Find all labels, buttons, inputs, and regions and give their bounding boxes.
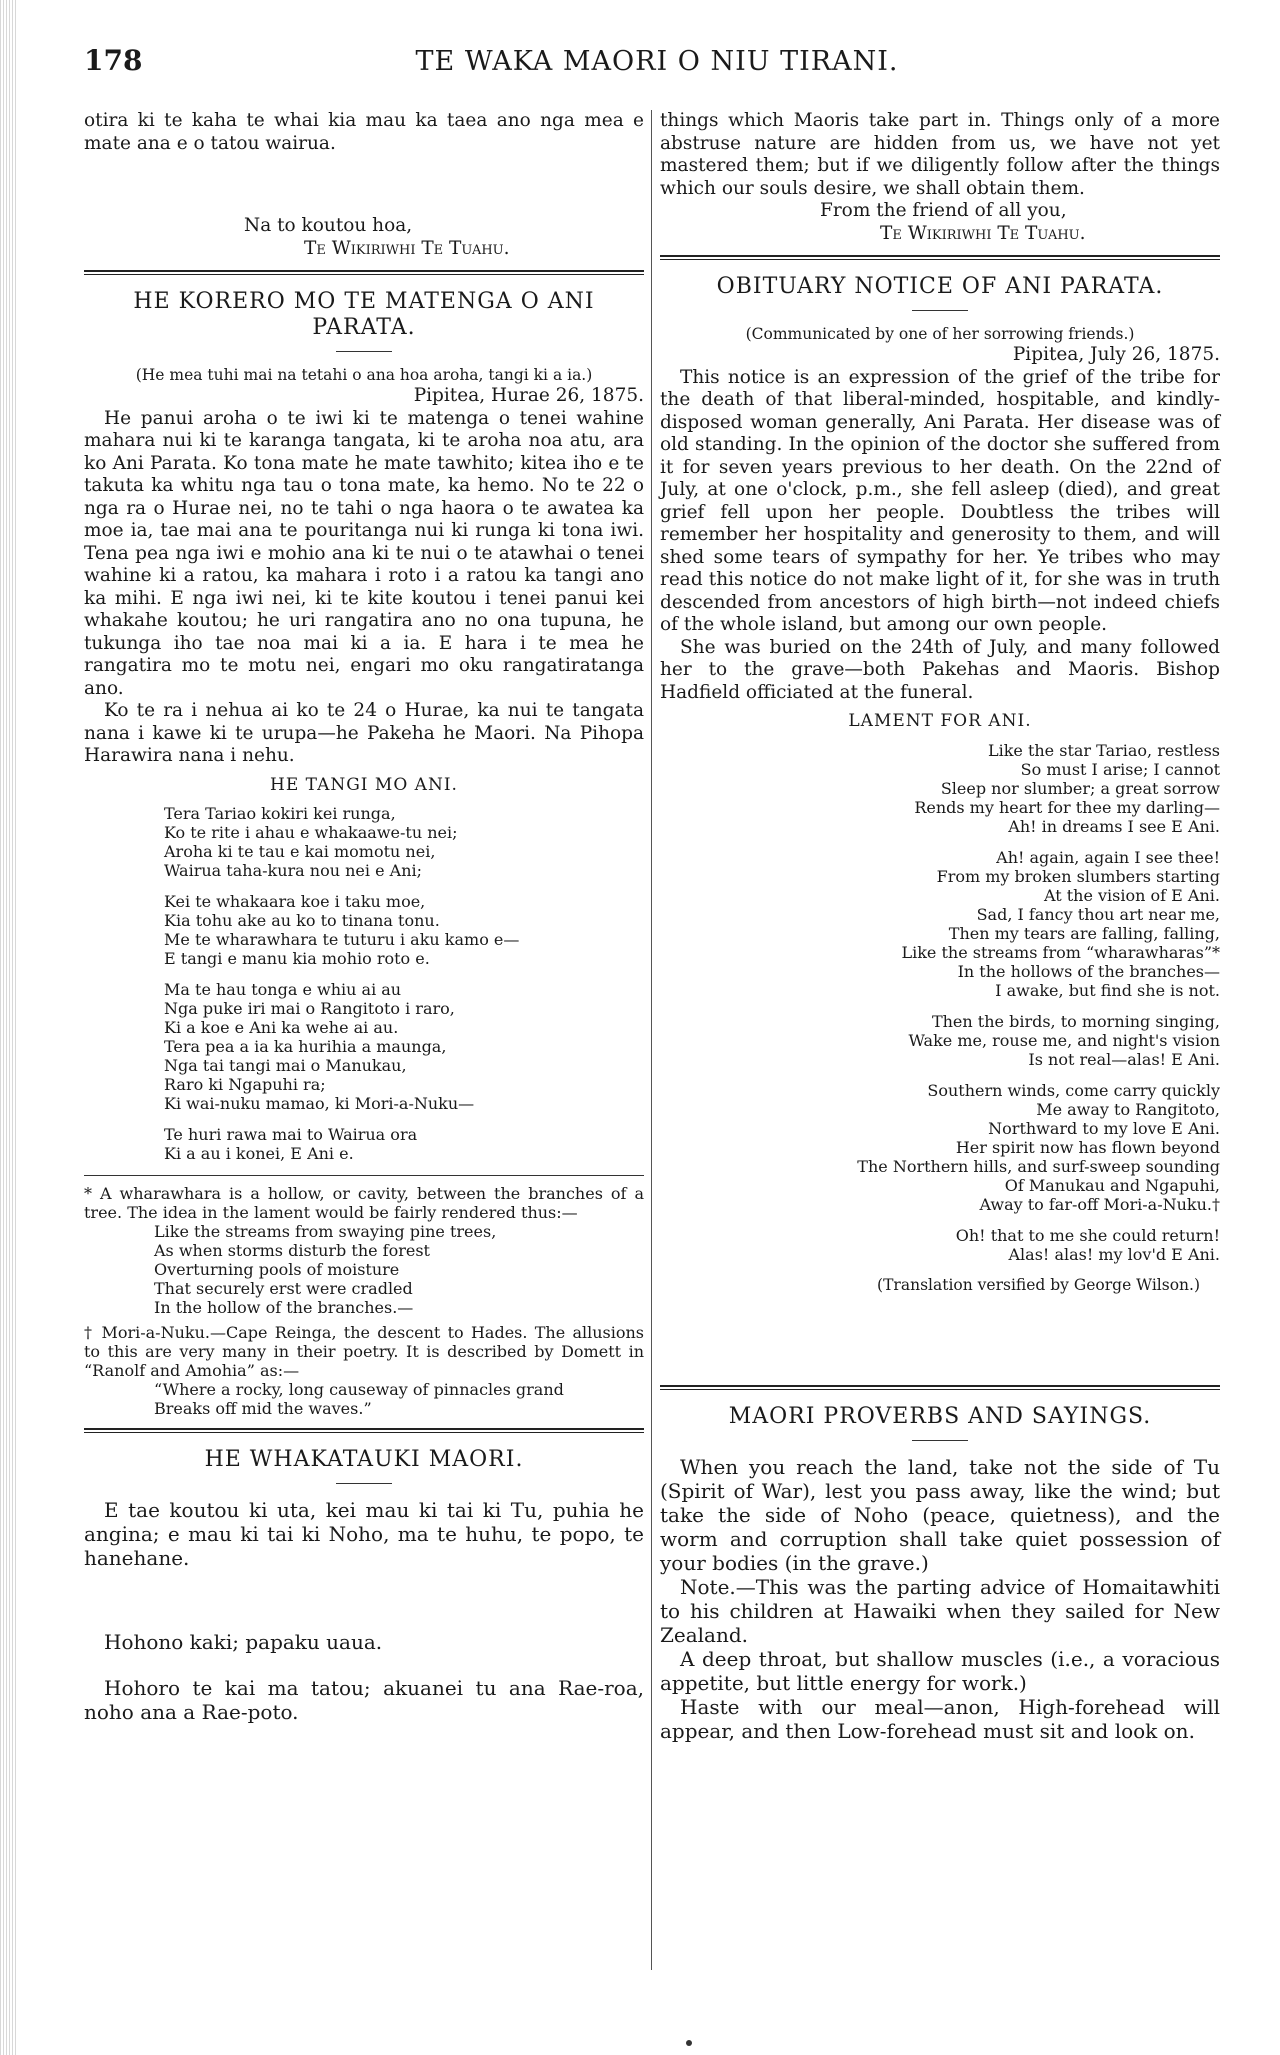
poem-line: Away to far-off Mori-a-Nuku.† bbox=[979, 1194, 1220, 1214]
poem-line: That securely erst were cradled bbox=[154, 1279, 413, 1298]
left-obituary-title: HE KORERO MO TE MATENGA O ANI PARATA. bbox=[133, 289, 595, 340]
poem-line: Raro ki Ngapuhi ra; bbox=[164, 1075, 326, 1094]
right-lament-credit: (Translation versified by George Wilson.) bbox=[877, 1275, 1200, 1294]
right-proverb-1: When you reach the land, take not the side of Tu (Spirit of War), lest you pass away, like the wind; but take the side of Noho (peace, quietness), and the worm and corruption shall take quiet possession of your bodies (in the grave.) bbox=[660, 1454, 1220, 1575]
footnote-1: * A wharawhara is a hollow, or cavity, between the branches of a tree. The idea in the lament would be fairly rendered thus:— bbox=[84, 1184, 644, 1222]
poem-line: Like the streams from “wharawharas”* bbox=[901, 942, 1220, 962]
short-rule bbox=[336, 1483, 392, 1484]
left-obituary-paragraph-1: He panui aroha o te iwi ki te matenga o tenei wahine mahara nui ki te karanga tangata, ki te aroha noa atu, ara ko Ani Parata. Ko tona mate he mate tawhito; kitea iho e te takuta ka whitu nga tau o tona mate, ka hemo. No te 22 o nga ra o Hurae nei, no te tahi o nga haora o te awatea ka moe ia, tae mai ana te pouritanga nui ki runga ki tona iwi. Tena pea nga iwi e mohio ana ki te nui o te atawhai o tenei wahine ki a ratou, ka mahara i roto i a ratou ka tangi ano ka mihi. E nga iwi nei, ki te kite koutou i tenei panui kei whakahe koutou; he uri rangatira ano no ona tupuna, he tukunga iho tae noa mai ki a ia. E hara i te mea he rangatira mo te motu nei, engari mo oku rangatiratanga ano. bbox=[84, 407, 644, 699]
short-rule bbox=[912, 1440, 968, 1441]
poem-line: Me away to Rangitoto, bbox=[1036, 1099, 1220, 1119]
section-rule bbox=[84, 1428, 644, 1433]
poem-stanza bbox=[740, 741, 1220, 836]
short-rule bbox=[912, 310, 968, 311]
poem-line: Southern winds, come carry quickly bbox=[927, 1080, 1220, 1100]
right-obituary-paragraph-2: She was buried on the 24th of July, and many followed her to the grave—both Pakehas and Maoris. Bishop Hadfield officiated at the funeral. bbox=[660, 636, 1220, 703]
poem-line: Then my tears are falling, falling, bbox=[948, 923, 1220, 943]
poem-line: E tangi e manu kia mohio roto e. bbox=[164, 949, 430, 968]
section-rule bbox=[660, 1385, 1220, 1390]
poem-line: Wairua taha-kura nou nei e Ani; bbox=[164, 861, 423, 880]
poem-line: At the vision of E Ani. bbox=[1043, 885, 1220, 905]
poem-line: Breaks off mid the waves.” bbox=[154, 1399, 372, 1418]
poem-line: I awake, but find she is not. bbox=[995, 980, 1220, 1000]
left-obituary-note: (He mea tuhi mai na tetahi o ana hoa aroha, tangi ki a ia.) bbox=[135, 366, 593, 384]
poem-line: As when storms disturb the forest bbox=[154, 1241, 430, 1260]
right-obituary-note: (Communicated by one of her sorrowing friends.) bbox=[745, 325, 1135, 343]
poem-line: Tera pea a ia ka hurihia a maunga, bbox=[164, 1037, 447, 1056]
poem-line: “Where a rocky, long causeway of pinnacles grand bbox=[154, 1380, 564, 1399]
poem-stanza bbox=[740, 1081, 1220, 1214]
poem-line: Her spirit now has flown beyond bbox=[955, 1137, 1220, 1157]
right-proverb-3: Haste with our meal—anon, High-forehead will appear, and then Low-forehead must sit and look on. bbox=[660, 1694, 1220, 1743]
poem-line: From my broken slumbers starting bbox=[936, 866, 1220, 886]
poem-line: Is not real—alas! E Ani. bbox=[1028, 1049, 1220, 1069]
poem-line: Aroha ki te tau e kai momotu nei, bbox=[164, 842, 436, 861]
poem-line: Kia tohu ake au ko to tinana tonu. bbox=[164, 911, 440, 930]
poem-line: Oh! that to me she could return! bbox=[955, 1225, 1220, 1245]
journal-title: TE WAKA MAORI O NIU TIRANI. bbox=[415, 46, 899, 77]
poem-stanza bbox=[164, 980, 644, 1113]
left-proverb-1: E tae koutou ki uta, kei mau ki tai ki Tu, puhia he angina; e mau ki tai ki Noho, ma te huhu, te popo, te hanehane. bbox=[84, 1498, 644, 1570]
left-intro: otira ki te kaha te whai kia mau ka taea ano nga mea e mate ana e o tatou wairua. bbox=[84, 110, 644, 154]
left-signature: Te Wikiriwhi Te Tuahu. bbox=[304, 237, 510, 259]
short-rule bbox=[336, 351, 392, 352]
poem-line: Tera Tariao kokiri kei runga, bbox=[164, 804, 396, 823]
poem-line: Ma te hau tonga e whiu ai au bbox=[164, 980, 402, 999]
column-divider bbox=[651, 110, 652, 1970]
poem-stanza bbox=[164, 804, 644, 880]
running-header bbox=[84, 40, 1230, 80]
right-lament-poem bbox=[740, 741, 1220, 1264]
right-proverbs-title: MAORI PROVERBS AND SAYINGS. bbox=[728, 1403, 1152, 1429]
poem-stanza bbox=[164, 892, 644, 968]
poem-line: Northward to my love E Ani. bbox=[988, 1118, 1220, 1138]
poem-stanza bbox=[164, 1125, 644, 1163]
right-obituary-paragraph-1: This notice is an expression of the grief of the tribe for the death of that liberal-minded, hospitable, and kindly-disposed woman generally, Ani Parata. Her disease was of old standing. In the opinion of the doctor she suffered from it for seven years previous to her death. On the 22nd of July, at one o'clock, p.m., she fell asleep (died), and great grief fell upon her people. Doubtless the tribes will remember her hospitality and generosity to them, and will shed some tears of sympathy for her. Ye tribes who may read this notice do not make light of it, for she was in truth descended from ancestors of high birth—not indeed chiefs of the whole island, but among our own people. bbox=[660, 366, 1220, 635]
right-intro: things which Maoris take part in. Things only of a more abstruse nature are hidden from us, we have not yet mastered them; but if we diligently follow after the things which our souls desire, we shall obtain them. bbox=[660, 110, 1220, 199]
right-lament-title: LAMENT FOR ANI. bbox=[848, 711, 1032, 731]
left-proverb-2: Hohono kaki; papaku uaua. bbox=[104, 1630, 383, 1654]
poem-line: Alas! alas! my lov'd E Ani. bbox=[1008, 1244, 1220, 1264]
right-proverb-2: A deep throat, but shallow muscles (i.e., a voracious appetite, but little energy for work.) bbox=[660, 1646, 1220, 1695]
poem-line: Of Manukau and Ngapuhi, bbox=[1004, 1175, 1220, 1195]
poem-line: Ko te rite i ahau e whakaawe-tu nei; bbox=[164, 823, 458, 842]
left-column bbox=[84, 110, 644, 1724]
poem-line: Then the birds, to morning singing, bbox=[931, 1011, 1220, 1031]
poem-line: Overturning pools of moisture bbox=[154, 1260, 400, 1279]
poem-line: Like the star Tariao, restless bbox=[987, 740, 1220, 760]
poem-line: Ki a koe e Ani ka wehe ai au. bbox=[164, 1018, 399, 1037]
poem-line: Sad, I fancy thou art near me, bbox=[976, 904, 1220, 924]
right-column bbox=[660, 110, 1220, 1743]
right-signature: Te Wikiriwhi Te Tuahu. bbox=[880, 222, 1086, 244]
poem-line: Nga tai tangi mai o Manukau, bbox=[164, 1056, 407, 1075]
poem-stanza bbox=[740, 848, 1220, 1000]
left-obituary-paragraph-2: Ko te ra i nehua ai ko te 24 o Hurae, ka nui te tangata nana i kawe ki te urupa—he Pakeha he Maori. Na Pihopa Harawira nana i nehu. bbox=[84, 700, 644, 766]
poem-line: Ki wai-nuku mamao, ki Mori-a-Nuku— bbox=[164, 1094, 475, 1113]
poem-stanza bbox=[740, 1226, 1220, 1264]
left-proverb-3: Hohoro te kai ma tatou; akuanei tu ana Rae-roa, noho ana a Rae-poto. bbox=[84, 1676, 644, 1724]
poem-line: Like the streams from swaying pine trees, bbox=[154, 1222, 497, 1241]
left-lament-poem bbox=[164, 804, 644, 1163]
right-obituary-title: OBITUARY NOTICE OF ANI PARATA. bbox=[716, 274, 1164, 299]
poem-line: In the hollow of the branches.— bbox=[154, 1298, 414, 1317]
poem-line: In the hollows of the branches— bbox=[957, 961, 1220, 981]
footnote-2-quote bbox=[154, 1380, 644, 1418]
right-closing: From the friend of all you, bbox=[820, 200, 1067, 221]
footnote-rule bbox=[84, 1175, 644, 1176]
poem-line: Nga puke iri mai o Rangitoto i raro, bbox=[164, 999, 455, 1018]
poem-line: The Northern hills, and surf-sweep sounding bbox=[857, 1156, 1220, 1176]
poem-line: Wake me, rouse me, and night's vision bbox=[908, 1030, 1220, 1050]
poem-line: Kei te whakaara koe i taku moe, bbox=[164, 892, 426, 911]
footnote-2: † Mori-a-Nuku.—Cape Reinga, the descent to Hades. The allusions to this are very many in their poetry. It is described by Domett in “Ranolf and Amohia” as:— bbox=[84, 1323, 644, 1380]
section-rule bbox=[84, 270, 644, 275]
poem-line: Ki a au i konei, E Ani e. bbox=[164, 1144, 354, 1163]
left-obituary-dateline: Pipitea, Hurae 26, 1875. bbox=[413, 385, 644, 406]
poem-line: So must I arise; I cannot bbox=[1020, 759, 1220, 779]
page-number: 178 bbox=[84, 44, 143, 77]
footnote-1-poem bbox=[154, 1222, 644, 1317]
page-mark bbox=[686, 2040, 692, 2046]
right-proverb-1-note: Note.—This was the parting advice of Homaitawhiti to his children at Hawaiki when they sailed for New Zealand. bbox=[660, 1574, 1220, 1647]
right-obituary-dateline: Pipitea, July 26, 1875. bbox=[1012, 344, 1220, 365]
left-closing: Na to koutou hoa, bbox=[244, 215, 413, 236]
left-lament-title: HE TANGI MO ANI. bbox=[270, 774, 458, 795]
left-proverbs-title: HE WHAKATAUKI MAORI. bbox=[204, 1447, 524, 1472]
poem-line: Sleep nor slumber; a great sorrow bbox=[940, 778, 1220, 798]
poem-line: Me te wharawhara te tuturu i aku kamo e— bbox=[164, 930, 520, 949]
section-rule bbox=[660, 255, 1220, 260]
poem-stanza bbox=[740, 1012, 1220, 1069]
poem-line: Te huri rawa mai to Wairua ora bbox=[164, 1125, 418, 1144]
poem-line: Ah! in dreams I see E Ani. bbox=[1008, 816, 1220, 836]
page-edge bbox=[0, 0, 18, 2055]
poem-line: Rends my heart for thee my darling— bbox=[914, 797, 1220, 817]
poem-line: Ah! again, again I see thee! bbox=[996, 847, 1220, 867]
